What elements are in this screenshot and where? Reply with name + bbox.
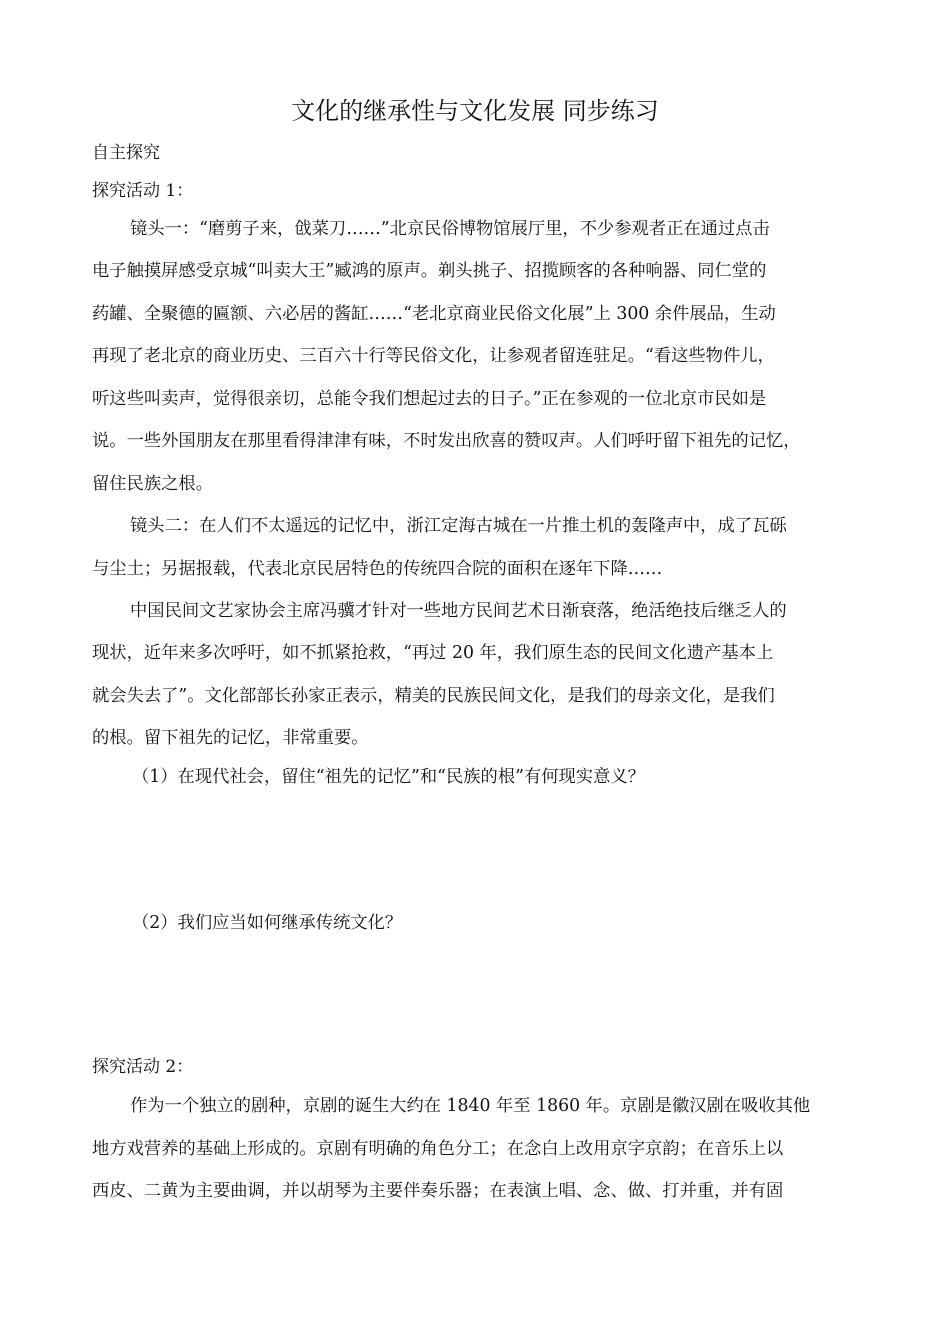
activity-1-paragraph-1-line: 电子触摸屏感受京城“叫卖大王”臧鸿的原声。剃头挑子、招揽顾客的各种响器、同仁堂的 [92, 261, 767, 281]
activity-1-paragraph-2-line: 与尘土；另据报载，代表北京民居特色的传统四合院的面积在逐年下降…… [92, 559, 663, 579]
activity-1-paragraph-1-line: 再现了老北京的商业历史、三百六十行等民俗文化，让参观者留连驻足。“看这些物件儿， [92, 346, 775, 366]
activity-2-label: 探究活动 2： [92, 1057, 194, 1077]
activity-2-paragraph-1-line: 作为一个独立的剧种，京剧的诞生大约在 1840 年至 1860 年。京剧是徽汉剧在吸收其他 [130, 1096, 811, 1116]
activity-1-paragraph-3-line: 中国民间文艺家协会主席冯骥才针对一些地方民间艺术日渐衰落，绝活绝技后继乏人的 [130, 601, 787, 621]
activity-1-paragraph-1-line: 药罐、全聚德的匾额、六必居的酱缸……“老北京商业民俗文化展”上 300 余件展品，生动 [92, 304, 776, 324]
page-title: 文化的继承性与文化发展 同步练习 [291, 97, 659, 125]
activity-1-paragraph-3-line: 现状，近年来多次呼吁，如不抓紧抢救，“再过 20 年，我们原生态的民间文化遗产基本上 [92, 643, 774, 663]
activity-1-paragraph-2-line: 镜头二：在人们不太遥远的记忆中，浙江定海古城在一片推土机的轰隆声中，成了瓦砾 [130, 516, 787, 536]
question-2: （2）我们应当如何继承传统文化？ [132, 913, 403, 933]
question-1: （1）在现代社会，留住“祖先的记忆”和“民族的根”有何现实意义？ [132, 767, 645, 787]
activity-2-paragraph-1-line: 西皮、二黄为主要曲调，并以胡琴为主要伴奏乐器；在表演上唱、念、做、打并重，并有固 [92, 1181, 784, 1201]
section-heading: 自主探究 [92, 143, 160, 163]
activity-1-paragraph-1-line: 留住民族之根。 [92, 474, 213, 494]
activity-1-paragraph-1-line: 镜头一：“磨剪子来，戗菜刀……”北京民俗博物馆展厅里，不少参观者正在通过点击 [130, 219, 770, 239]
activity-1-paragraph-1-line: 说。一些外国朋友在那里看得津津有味，不时发出欣喜的赞叹声。人们呼吁留下祖先的记忆， [92, 431, 801, 451]
activity-1-paragraph-3-line: 的根。留下祖先的记忆，非常重要。 [92, 728, 369, 748]
activity-1-paragraph-1-line: 听这些叫卖声，觉得很亲切，总能令我们想起过去的日子。”正在参观的一位北京市民如是 [92, 389, 767, 409]
activity-1-paragraph-3-line: 就会失去了”。文化部部长孙家正表示，精美的民族民间文化，是我们的母亲文化，是我们 [92, 686, 775, 706]
activity-1-label: 探究活动 1： [92, 181, 194, 201]
activity-2-paragraph-1-line: 地方戏营养的基础上形成的。京剧有明确的角色分工；在念白上改用京字京韵；在音乐上以 [92, 1139, 784, 1159]
